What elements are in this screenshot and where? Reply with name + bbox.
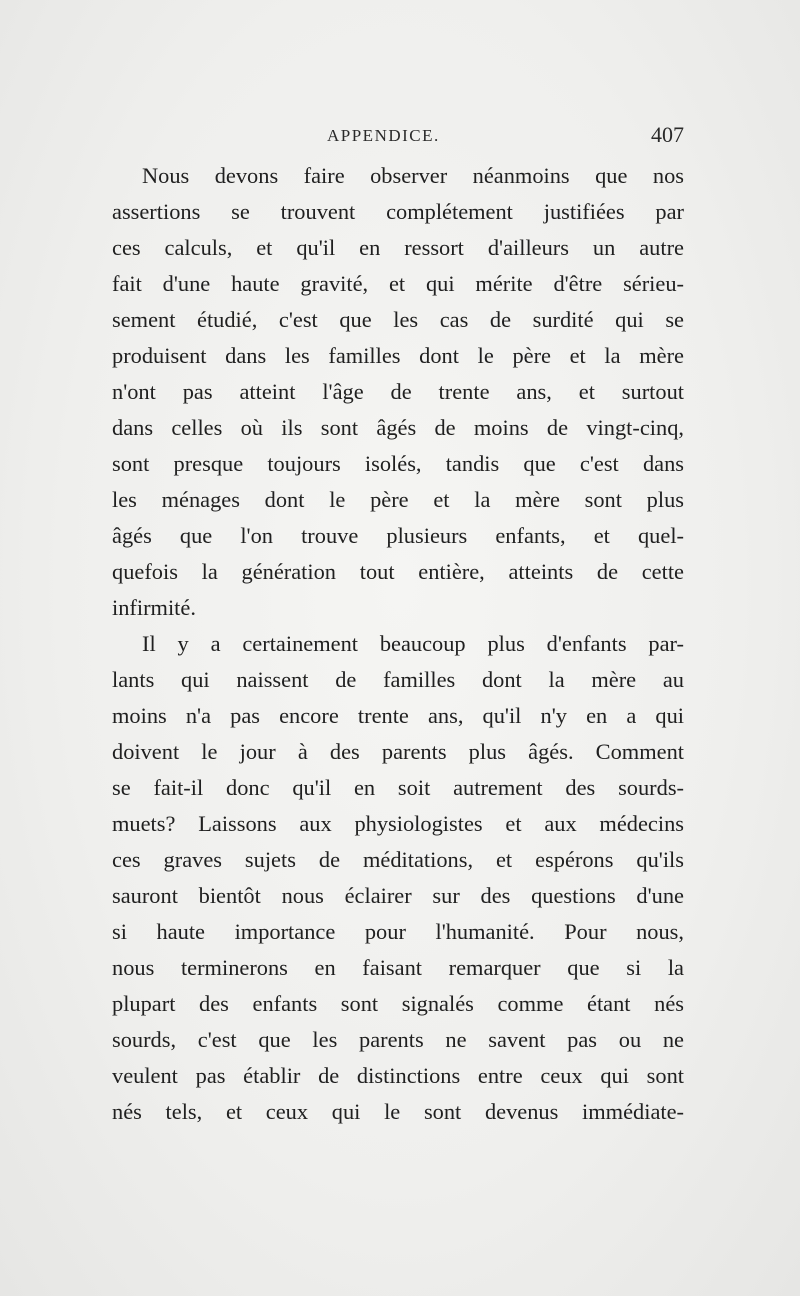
text-line: moins n'a pas encore trente ans, qu'il n'y en a qui xyxy=(112,703,684,728)
text-line: muets? Laissons aux physiologistes et aux médecins xyxy=(112,811,684,836)
running-title: APPENDICE. xyxy=(327,126,440,145)
text-line: Nous devons faire observer néanmoins que nos xyxy=(142,163,684,188)
text-line: sauront bientôt nous éclairer sur des questions d'une xyxy=(112,883,684,908)
text-line: plupart des enfants sont signalés comme étant nés xyxy=(112,991,684,1016)
text-line: nés tels, et ceux qui le sont devenus immédiate- xyxy=(112,1099,684,1124)
text-line: Il y a certainement beaucoup plus d'enfants par- xyxy=(142,631,684,656)
text-line: se fait-il donc qu'il en soit autrement des sourds- xyxy=(112,775,684,800)
text-line: quefois la génération tout entière, atteints de cette xyxy=(112,559,684,584)
text-line: âgés que l'on trouve plusieurs enfants, et quel- xyxy=(112,523,684,548)
text-line: produisent dans les familles dont le père et la mère xyxy=(112,343,684,368)
text-line: les ménages dont le père et la mère sont plus xyxy=(112,487,684,512)
text-line: assertions se trouvent complétement justifiées par xyxy=(112,199,684,224)
running-head xyxy=(112,122,684,154)
text-line: sont presque toujours isolés, tandis que c'est dans xyxy=(112,451,684,476)
text-line: infirmité. xyxy=(112,595,196,620)
text-line: ces calculs, et qu'il en ressort d'ailleurs un autre xyxy=(112,235,684,260)
paragraph-1 xyxy=(112,158,684,626)
text-line: doivent le jour à des parents plus âgés. Comment xyxy=(112,739,684,764)
text-line: veulent pas établir de distinctions entre ceux qui sont xyxy=(112,1063,684,1088)
paragraph-2 xyxy=(112,626,684,1130)
text-line: fait d'une haute gravité, et qui mérite d'être sérieu- xyxy=(112,271,684,296)
text-line: lants qui naissent de familles dont la mère au xyxy=(112,667,684,692)
text-line: nous terminerons en faisant remarquer que si la xyxy=(112,955,684,980)
text-line: sourds, c'est que les parents ne savent pas ou ne xyxy=(112,1027,684,1052)
body-text xyxy=(112,158,684,1130)
text-line: ces graves sujets de méditations, et espérons qu'ils xyxy=(112,847,684,872)
text-line: si haute importance pour l'humanité. Pour nous, xyxy=(112,919,684,944)
page-number: 407 xyxy=(651,122,684,147)
text-line: dans celles où ils sont âgés de moins de vingt-cinq, xyxy=(112,415,684,440)
text-line: n'ont pas atteint l'âge de trente ans, et surtout xyxy=(112,379,684,404)
text-line: sement étudié, c'est que les cas de surdité qui se xyxy=(112,307,684,332)
